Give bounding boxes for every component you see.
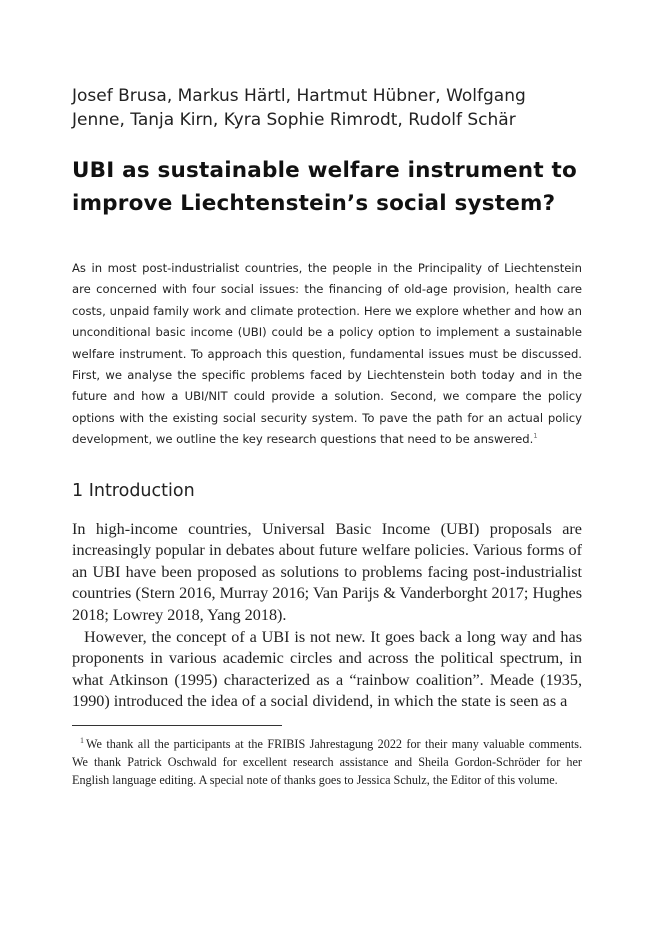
footnote-text: We thank all the participants at the FRIBIS Jahrestagung 2022 for their many valuable comments. We thank Patrick Oschwald for excellent research assistance and Sheila Gordon-Schröder for her English language editing. A special note of thanks goes to Jessica Schulz, the Editor of this volume. [72,737,582,787]
abstract-text: As in most post-industrialist countries, the people in the Principality of Liechtenstein are concerned with four social issues: the financing of old-age provision, health care costs, unpaid family work and climate protection. Here we explore whether and how an unconditional basic income (UBI) could be a policy option to implement a sustainable welfare instrument. To approach this question, fundamental issues must be discussed. First, we analyse the specific problems faced by Liechtenstein both today and in the future and how a UBI/NIT could provide a solution. Second, we compare the policy options with the existing social security system. To pave the path for an actual policy development, we outline the key research questions that need to be answered. [72,261,582,447]
page [72,84,582,789]
footnote-1 [72,736,582,789]
paper-title: UBI as sustainable welfare instrument to improve Liechtenstein’s social system? [72,158,577,216]
author-list: Josef Brusa, Markus Härtl, Hartmut Hübner, Wolfgang Jenne, Tanja Kirn, Kyra Sophie Rimrodt, Rudolf Schär [72,86,526,130]
section-heading-introduction: 1 Introduction [72,480,195,501]
abstract [72,258,582,451]
body-text [72,519,582,713]
paragraph-2: However, the concept of a UBI is not new. It goes back a long way and has proponents in various academic circles and across the political spectrum, in what Atkinson (1995) characterized as a “rainbow coalition”. Meade (1935, 1990) introduced the idea of a social dividend, in which the state is seen as a [72,627,582,711]
paragraph-1: In high-income countries, Universal Basic Income (UBI) proposals are increasingly popular in debates about future welfare policies. Various forms of an UBI have been proposed as solutions to problems facing post-industrialist countries (Stern 2016, Murray 2016; Van Parijs & Vanderborght 2017; Hughes 2018; Lowrey 2018, Yang 2018). [72,519,582,625]
abstract-footnote-marker[interactable]: 1 [533,432,538,441]
footnote-marker: 1 [80,735,84,745]
footnote-separator [72,725,282,726]
